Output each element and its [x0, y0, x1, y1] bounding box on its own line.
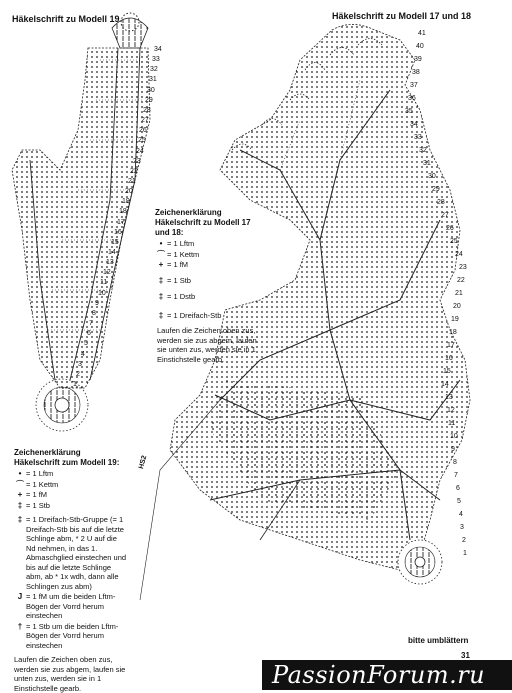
- row-number: 16: [445, 355, 453, 362]
- row-number: 10: [450, 433, 458, 440]
- row-number: 2: [462, 537, 466, 544]
- row-number: 38: [412, 69, 420, 76]
- row-number: 15: [111, 239, 119, 246]
- legend-right-item: ⌒ = 1 Kettm: [157, 249, 200, 259]
- double-crochet-icon: ‡: [17, 500, 23, 510]
- row-number: 11: [448, 420, 456, 427]
- row-number: 14: [108, 249, 116, 256]
- slip-stitch-icon: ⌒: [16, 479, 24, 489]
- chain-stitch-icon: •: [18, 469, 22, 478]
- left-chart-drawing: [12, 13, 150, 431]
- row-number: 12: [447, 407, 455, 414]
- row-number: 26: [446, 225, 454, 232]
- row-number: 31: [149, 76, 157, 83]
- legend-right-item: • = 1 Lftm: [155, 239, 260, 249]
- row-number: 5: [457, 498, 461, 505]
- row-number: 6: [456, 485, 460, 492]
- row-number: 4: [81, 351, 85, 358]
- legend-left-item: ‡ = 1 Stb: [14, 501, 127, 511]
- row-number: 31: [423, 160, 431, 167]
- legend-right: [155, 208, 260, 364]
- legend-right-item: ‡ = 1 Stb: [155, 276, 260, 286]
- legend-left-item: † = 1 Stb um die beiden Lftm-Bögen der Vorrd herum einstechen: [14, 622, 127, 651]
- row-number: 24: [136, 148, 144, 155]
- row-number: 32: [419, 147, 427, 154]
- row-number: 29: [145, 97, 153, 104]
- row-number: 16: [114, 229, 122, 236]
- row-number: 11: [100, 279, 108, 286]
- row-number: 19: [122, 198, 130, 205]
- row-number: 28: [143, 107, 151, 114]
- row-number: 21: [128, 178, 136, 185]
- row-number: 1: [73, 381, 77, 388]
- side-label: HS2: [138, 454, 149, 470]
- row-number: 30: [428, 173, 436, 180]
- row-number: 3: [460, 524, 464, 531]
- row-number: 3: [78, 361, 82, 368]
- triple-treble-cluster-icon: ‡: [17, 515, 23, 524]
- footer-turn-page: bitte umblättern: [408, 636, 469, 645]
- legend-right-note: Laufen die Zeichen oben zus, werden sie zus abgem, laufen sie unten zus, werden sie in 1 Einstichstelle gearb.: [157, 326, 257, 364]
- legend-left-heading-2: Häkelschrift zum Modell 19:: [14, 458, 120, 467]
- watermark-text: PassionForum.ru: [272, 661, 486, 689]
- legend-left-item: • = 1 Lftm: [14, 469, 127, 479]
- row-number: 10: [98, 290, 106, 297]
- row-number: 21: [455, 290, 463, 297]
- double-crochet-icon: ‡: [158, 275, 164, 285]
- row-number: 25: [450, 238, 458, 245]
- row-number: 34: [410, 121, 418, 128]
- row-number: 20: [453, 303, 461, 310]
- legend-left-item: ⌒ = 1 Kettm: [16, 479, 59, 489]
- row-number: 33: [414, 134, 422, 141]
- row-number: 20: [125, 188, 133, 195]
- row-number: 8: [92, 310, 96, 317]
- legend-left-item: + = 1 fM: [14, 490, 127, 500]
- row-number: 18: [119, 208, 127, 215]
- row-number: 30: [147, 87, 155, 94]
- legend-left-note: Laufen die Zeichen oben zus, werden sie zus abgem, laufen sie unten zus, werden sie in 1 Einstichstelle gearb.: [14, 655, 126, 693]
- legend-left: [14, 448, 127, 693]
- row-number: 32: [150, 66, 158, 73]
- legend-right-item: ‡ = 1 Dreifach-Stb: [155, 311, 260, 321]
- row-number: 7: [89, 320, 93, 327]
- row-number: 23: [133, 158, 141, 165]
- row-number: 24: [455, 251, 463, 258]
- row-number: 37: [410, 82, 418, 89]
- row-number: 33: [152, 56, 160, 63]
- chain-stitch-icon: •: [159, 239, 163, 248]
- row-number: 40: [416, 43, 424, 50]
- row-number: 2: [76, 371, 80, 378]
- row-number: 26: [139, 127, 147, 134]
- row-number: 13: [106, 259, 114, 266]
- slip-stitch-icon: ⌒: [157, 249, 165, 259]
- row-number: 5: [84, 340, 88, 347]
- dc-around-arches-icon: †: [17, 621, 23, 631]
- row-number: 28: [437, 199, 445, 206]
- row-number: 7: [454, 472, 458, 479]
- row-number: 27: [441, 212, 449, 219]
- legend-left-heading-1: Zeichenerklärung: [14, 448, 81, 457]
- row-number: 23: [459, 264, 467, 271]
- legend-right-item: + = 1 fM: [155, 260, 260, 270]
- single-crochet-icon: +: [17, 490, 23, 499]
- row-number: 19: [451, 316, 459, 323]
- row-number: 17: [447, 342, 455, 349]
- row-number: 36: [408, 95, 416, 102]
- legend-left-item: ‡ = 1 Dreifach-Stb-Gruppe (= 1 Dreifach-Stb bis auf die letzte Schlinge abm, * 2 U auf die Nd nehmen, in das 1. Abmaschglied einstechen und bis auf die letzte Schlinge abm, ab * 1x wdh, dann alle Schlingen zus abm): [14, 515, 127, 591]
- row-number: 12: [103, 269, 111, 276]
- row-number: 22: [130, 168, 138, 175]
- sc-around-arches-icon: J: [17, 592, 23, 601]
- row-number: 18: [449, 329, 457, 336]
- legend-right-item: ‡ = 1 Dstb: [155, 292, 260, 302]
- row-number: 9: [95, 300, 99, 307]
- row-number: 41: [418, 30, 426, 37]
- treble-crochet-icon: ‡: [158, 292, 164, 301]
- row-number: 34: [154, 46, 162, 53]
- row-number: 6: [87, 330, 91, 337]
- row-number: 22: [457, 277, 465, 284]
- triple-treble-icon: ‡: [158, 310, 164, 320]
- row-number: 15: [443, 368, 451, 375]
- row-number: 8: [453, 459, 457, 466]
- row-number: 17: [117, 219, 125, 226]
- row-number: 25: [138, 137, 146, 144]
- legend-right-heading-2: Häkelschrift zu Modell 17 und 18:: [155, 218, 251, 237]
- row-number: 29: [432, 186, 440, 193]
- row-number: 1: [463, 550, 467, 557]
- legend-right-heading-1: Zeichenerklärung: [155, 208, 222, 217]
- right-chart-title: Häkelschrift zu Modell 17 und 18: [332, 11, 472, 21]
- row-number: 9: [451, 446, 455, 453]
- single-crochet-icon: +: [158, 260, 164, 269]
- row-number: 35: [405, 108, 413, 115]
- left-chart-title: Häkelschrift zu Modell 19: [12, 14, 120, 24]
- page-number: 31: [461, 651, 470, 660]
- row-number: 27: [141, 117, 149, 124]
- row-number: 13: [445, 394, 453, 401]
- legend-left-item: J = 1 fM um die beiden Lftm-Bögen der Vorrd herum einstechen: [14, 592, 127, 621]
- row-number: 14: [441, 381, 449, 388]
- row-number: 4: [459, 511, 463, 518]
- row-number: 39: [414, 56, 422, 63]
